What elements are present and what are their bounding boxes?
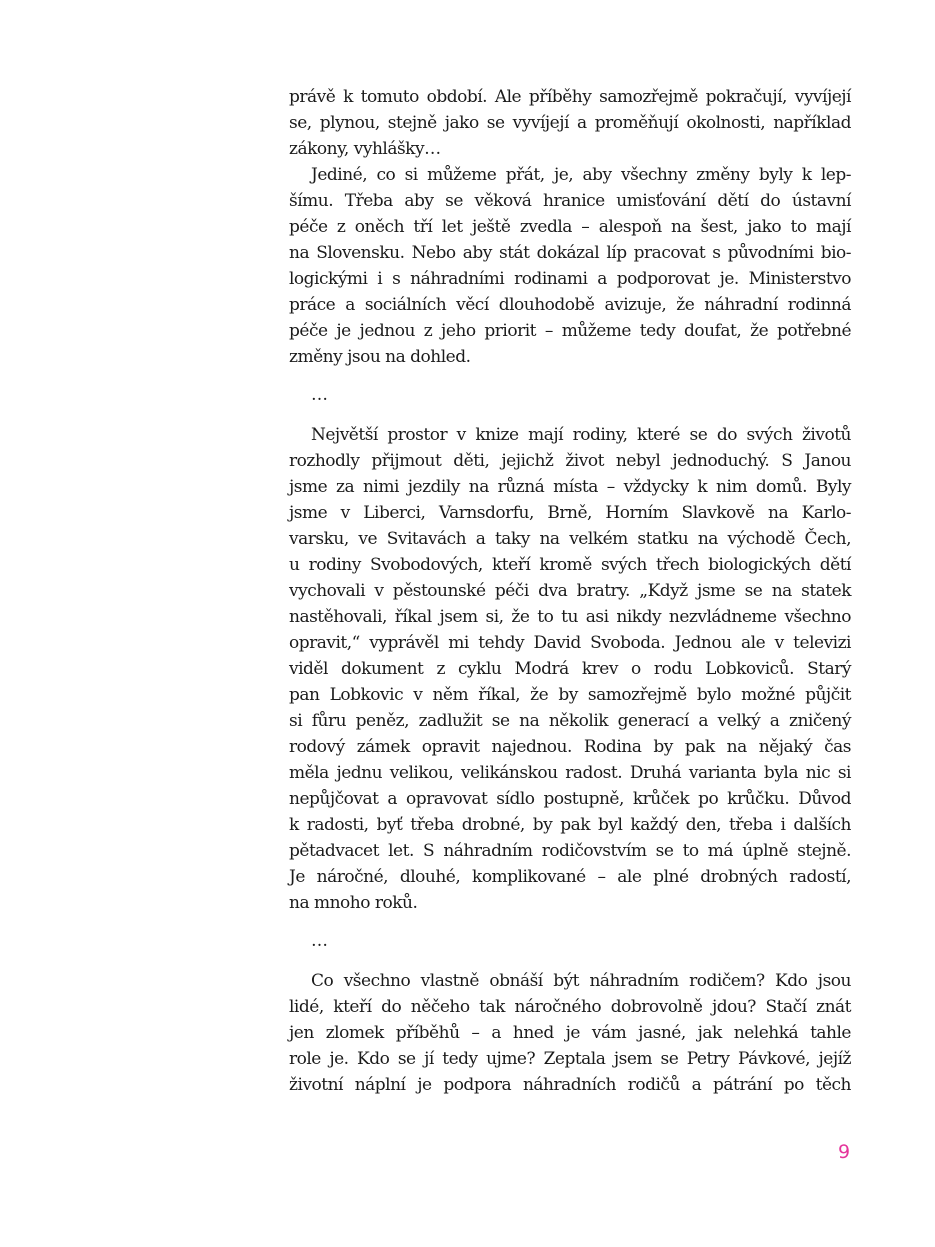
text-line: změny jsou na dohled. [289,347,471,367]
text-line: vychovali v pěstounské péči dva bratry. „Když jsme se na statek [289,581,851,601]
text-line: na Slovensku. Nebo aby stát dokázal líp pracovat s původními bio- [289,243,851,263]
page-number: 9 [838,1141,851,1163]
text-line: pan Lobkovic v něm říkal, že by samozřejmě bylo možné půjčit [289,685,851,705]
section-break-ellipsis: … [311,931,328,951]
text-line: nepůjčovat a opravovat sídlo postupně, krůček po krůčku. Důvod [289,789,851,809]
text-line: práce a sociálních věcí dlouhodobě avizuje, že náhradní rodinná [289,295,851,315]
text-line: Jediné, co si můžeme přát, je, aby všechny změny byly k lep- [311,165,851,185]
paragraph-3 [289,422,851,916]
text-line: jsme za nimi jezdily na různá místa – vždycky k nim domů. Byly [289,477,851,497]
text-line: opravit,“ vyprávěl mi tehdy David Svoboda. Jednou ale v televizi [289,633,851,653]
text-line: logickými i s náhradními rodinami a podporovat je. Ministerstvo [289,269,851,289]
text-line: nastěhovali, říkal jsem si, že to tu asi nikdy nezvládneme všechno [289,607,851,627]
body-text [289,84,851,1098]
text-line: měla jednu velikou, velikánskou radost. Druhá varianta byla nic si [289,763,851,783]
text-line: u rodiny Svobodových, kteří kromě svých třech biologických dětí [289,555,851,575]
text-line: pětadvacet let. S náhradním rodičovstvím se to má úplně stejně. [289,841,851,861]
text-line: si fůru peněz, zadlužit se na několik generací a velký a zničený [289,711,851,731]
text-line: varsku, ve Svitavách a taky na velkém statku na východě Čech, [289,529,851,549]
paragraph-1 [289,84,851,162]
text-line: zákony, vyhlášky… [289,139,441,159]
text-line: rodový zámek opravit najednou. Rodina by pak na nějaký čas [289,737,851,757]
paragraph-2 [289,162,851,370]
text-line: Největší prostor v knize mají rodiny, které se do svých životů [311,425,851,445]
text-line: se, plynou, stejně jako se vyvíjejí a proměňují okolnosti, například [289,113,851,133]
text-line: péče z oněch tří let ještě zvedla – alespoň na šest, jako to mají [289,217,851,237]
paragraph-4 [289,968,851,1098]
text-line: Co všechno vlastně obnáší být náhradním rodičem? Kdo jsou [311,971,851,991]
text-line: lidé, kteří do něčeho tak náročného dobrovolně jdou? Stačí znát [289,997,851,1017]
text-line: péče je jednou z jeho priorit – můžeme tedy doufat, že potřebné [289,321,851,341]
text-line: jsme v Liberci, Varnsdorfu, Brně, Horním Slavkově na Karlo- [289,503,851,523]
text-line: životní náplní je podpora náhradních rodičů a pátrání po těch [289,1075,851,1095]
section-break-ellipsis: … [311,385,328,405]
text-line: na mnoho roků. [289,893,418,913]
text-line: role je. Kdo se jí tedy ujme? Zeptala jsem se Petry Pávkové, jejíž [289,1049,851,1069]
text-line: šímu. Třeba aby se věková hranice umisťování dětí do ústavní [289,191,851,211]
text-line: právě k tomuto období. Ale příběhy samozřejmě pokračují, vyvíjejí [289,87,851,107]
text-line: Je náročné, dlouhé, komplikované – ale plné drobných radostí, [289,867,851,887]
text-line: viděl dokument z cyklu Modrá krev o rodu Lobkoviců. Starý [289,659,851,679]
text-line: k radosti, byť třeba drobné, by pak byl každý den, třeba i dalších [289,815,851,835]
text-line: rozhodly přijmout děti, jejichž život nebyl jednoduchý. S Janou [289,451,851,471]
text-line: jen zlomek příběhů – a hned je vám jasné, jak nelehká tahle [289,1023,851,1043]
